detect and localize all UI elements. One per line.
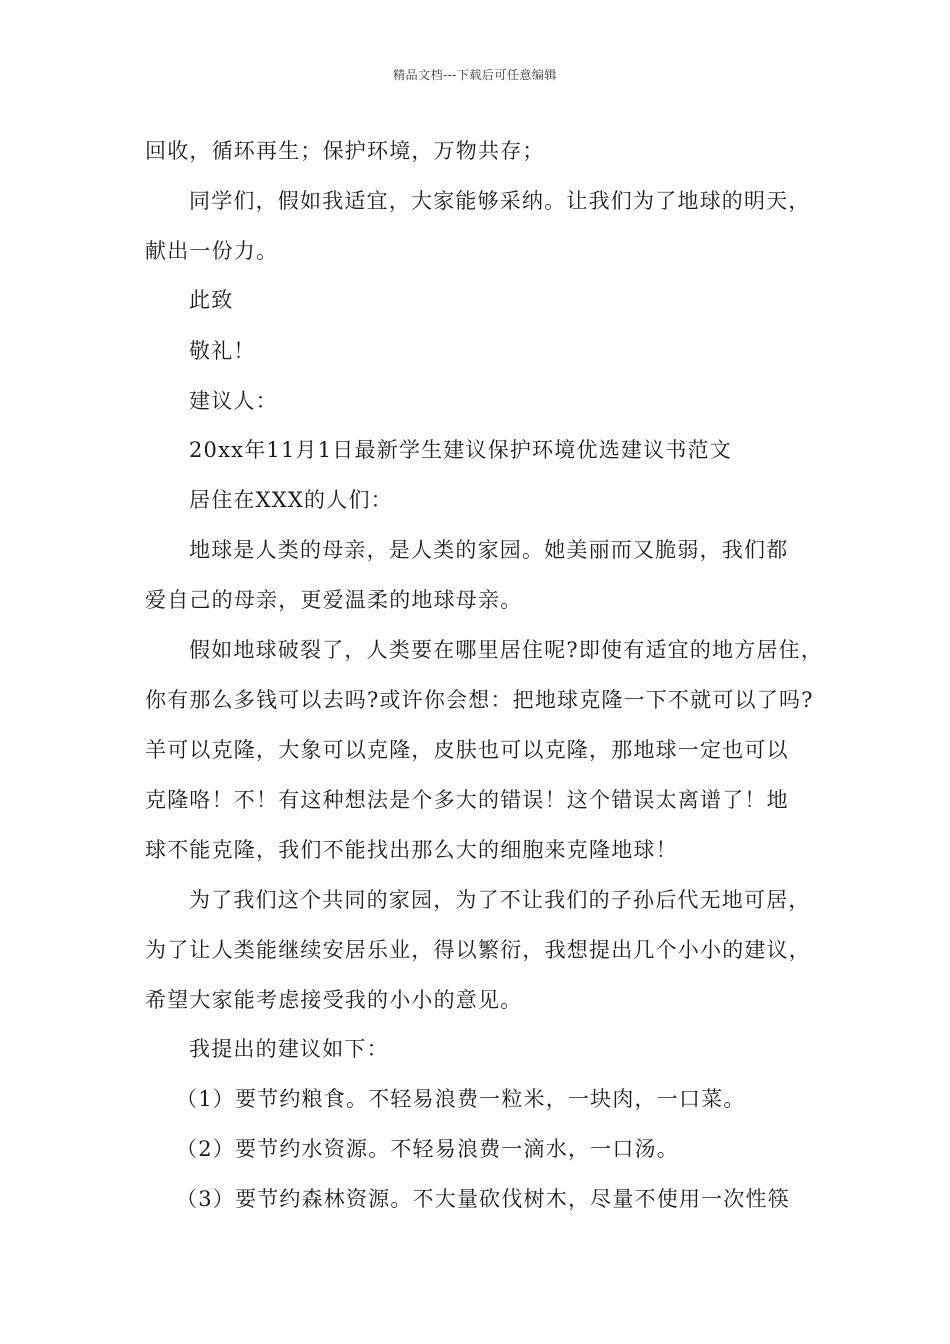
- body-line: 我提出的建议如下：: [189, 1037, 389, 1061]
- greeting-line: 居住在XXX的人们：: [189, 488, 393, 512]
- salutation-line: 敬礼！: [189, 339, 256, 363]
- closing-line: 此致: [189, 288, 234, 312]
- body-line: 回收，循环再生；保护环境，万物共存；: [145, 139, 545, 163]
- list-item: （3）要节约森林资源。不大量砍伐树木，尽量不使用一次性筷: [176, 1187, 790, 1211]
- body-line: 为了我们这个共同的家园，为了不让我们的子孙后代无地可居，: [189, 888, 811, 912]
- body-line: 克隆咯！不！有这种想法是个多大的错误！这个错误太离谱了！地: [145, 788, 789, 812]
- page-header: 精品文档---下载后可任意编辑: [393, 68, 557, 82]
- body-line: 爱自己的母亲，更爱温柔的地球母亲。: [145, 588, 523, 612]
- date-title-line: 20xx年11月1日最新学生建议保护环境优选建议书范文: [189, 438, 732, 462]
- list-item: （2）要节约水资源。不轻易浪费一滴水，一口汤。: [176, 1137, 679, 1161]
- body-line: 假如地球破裂了，人类要在哪里居住呢?即使有适宜的地方居住，: [189, 638, 824, 662]
- body-line: 为了让人类能继续安居乐业，得以繁衍，我想提出几个小小的建议，: [145, 938, 811, 962]
- list-item: （1）要节约粮食。不轻易浪费一粒米，一块肉，一口菜。: [176, 1087, 746, 1111]
- body-line: 献出一份力。: [145, 239, 279, 263]
- body-line: 你有那么多钱可以去吗?或许你会想：把地球克隆一下不就可以了吗?: [145, 688, 814, 712]
- body-line: 地球是人类的母亲，是人类的家园。她美丽而又脆弱，我们都: [189, 538, 789, 562]
- body-line: 羊可以克隆，大象可以克隆，皮肤也可以克隆，那地球一定也可以: [145, 738, 789, 762]
- signature-line: 建议人：: [189, 389, 278, 413]
- body-line: 希望大家能考虑接受我的小小的意见。: [145, 988, 523, 1012]
- body-line: 同学们，假如我适宜，大家能够采纳。让我们为了地球的明天，: [189, 189, 811, 213]
- body-line: 球不能克隆，我们不能找出那么大的细胞来克隆地球！: [145, 838, 678, 862]
